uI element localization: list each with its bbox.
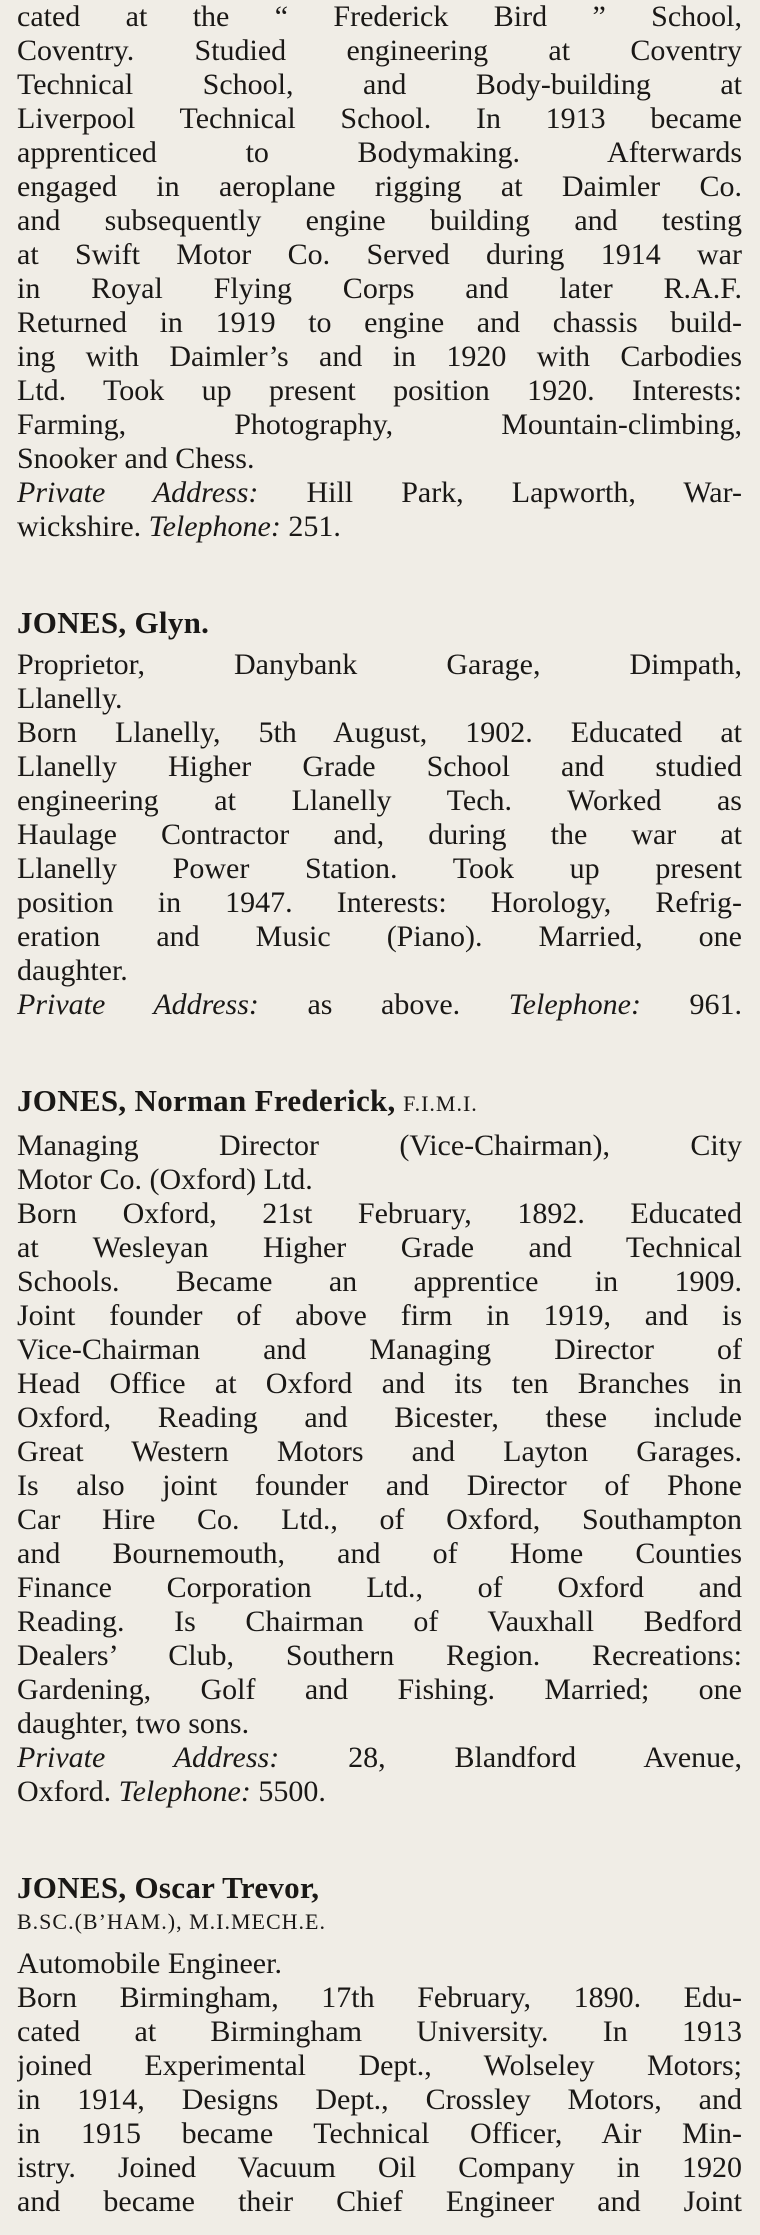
bio-line: Vice-Chairman and Managing Director of — [17, 1333, 742, 1366]
entry-qualifications: F.I.M.I. — [403, 1091, 478, 1116]
address-line-2 — [17, 510, 742, 544]
bio-line: Reading. Is Chairman of Vauxhall Bedford — [17, 1605, 742, 1638]
telephone-label: Telephone: — [118, 1775, 251, 1808]
address-text: wickshire. — [17, 510, 142, 543]
position-line: Llanelly. — [17, 682, 123, 715]
bio-line: Llanelly Higher Grade School and studied — [17, 750, 742, 783]
position-line: Managing Director (Vice-Chairman), City — [17, 1129, 742, 1162]
bio-line: Car Hire Co. Ltd., of Oxford, Southampton — [17, 1503, 742, 1536]
bio-line: daughter, two sons. — [17, 1707, 250, 1740]
position-line: Motor Co. (Oxford) Ltd. — [17, 1163, 313, 1196]
bio-line: engaged in aeroplane rigging at Daimler Co. — [17, 170, 742, 203]
bio-line: in Royal Flying Corps and later R.A.F. — [17, 272, 742, 305]
bio-line: cated at the “ Frederick Bird ” School, — [17, 0, 742, 33]
entry-name-line — [17, 1084, 742, 1121]
bio-line: Ltd. Took up present position 1920. Interests: — [17, 374, 742, 407]
entry-continuation — [17, 0, 742, 544]
telephone-label: Telephone: — [508, 988, 641, 1021]
bio-line: daughter. — [17, 954, 128, 987]
entry-jones-oscar-trevor — [17, 1871, 742, 2219]
bio-line: Great Western Motors and Layton Garages. — [17, 1435, 742, 1468]
entry-qualifications: B.SC.(B’HAM.), M.I.MECH.E. — [17, 1909, 326, 1934]
bio-line: Technical School, and Body-building at — [17, 68, 742, 101]
bio-line: istry. Joined Vacuum Oil Company in 1920 — [17, 2151, 742, 2184]
bio-line: Schools. Became an apprentice in 1909. — [17, 1265, 742, 1298]
bio-line: in 1915 became Technical Officer, Air Min- — [17, 2117, 742, 2150]
address-label: Private Address: — [17, 1741, 280, 1774]
address-label: Private Address: — [17, 988, 259, 1021]
bio-line: position in 1947. Interests: Horology, Refrig- — [17, 886, 742, 919]
address-text: 28, Blandford Avenue, — [348, 1741, 742, 1774]
bio-line: joined Experimental Dept., Wolseley Motors; — [17, 2049, 742, 2082]
bio-line: at Wesleyan Higher Grade and Technical — [17, 1231, 742, 1264]
address-text: Oxford. — [17, 1775, 112, 1808]
address-label: Private Address: — [17, 476, 259, 509]
address-line-2 — [17, 1775, 742, 1809]
entry-name: JONES, Glyn. — [17, 606, 210, 640]
bio-line: engineering at Llanelly Tech. Worked as — [17, 784, 742, 817]
bio-line: Is also joint founder and Director of Phone — [17, 1469, 742, 1502]
bio-line: in 1914, Designs Dept., Crossley Motors, and — [17, 2083, 742, 2116]
bio-line: Gardening, Golf and Fishing. Married; one — [17, 1673, 742, 1706]
bio-line: Snooker and Chess. — [17, 442, 255, 475]
telephone-value: 961. — [689, 988, 742, 1021]
bio-line: Joint founder of above firm in 1919, and is — [17, 1299, 742, 1332]
position-line: Proprietor, Danybank Garage, Dimpath, — [17, 648, 742, 681]
bio-line: Born Oxford, 21st February, 1892. Educated — [17, 1197, 742, 1230]
bio-line: eration and Music (Piano). Married, one — [17, 920, 742, 953]
address-line — [17, 476, 742, 510]
bio-line: Haulage Contractor and, during the war at — [17, 818, 742, 851]
bio-line: Llanelly Power Station. Took up present — [17, 852, 742, 885]
entry-name: JONES, Norman Frederick, — [17, 1084, 396, 1118]
bio-line: Born Birmingham, 17th February, 1890. Edu- — [17, 1981, 742, 2014]
bio-line: at Swift Motor Co. Served during 1914 war — [17, 238, 742, 271]
telephone-value: 5500. — [258, 1775, 326, 1808]
telephone-label: Telephone: — [148, 510, 281, 543]
bio-line: Dealers’ Club, Southern Region. Recreations: — [17, 1639, 742, 1672]
entry-jones-glyn — [17, 606, 742, 1022]
bio-line: apprenticed to Bodymaking. Afterwards — [17, 136, 742, 169]
address-text: Hill Park, Lapworth, War- — [306, 476, 742, 509]
bio-line: and became their Chief Engineer and Joint — [17, 2185, 742, 2218]
bio-line: ing with Daimler’s and in 1920 with Carbodies — [17, 340, 742, 373]
entry-jones-norman-frederick — [17, 1084, 742, 1809]
entry-name: JONES, Oscar Trevor, — [17, 1871, 320, 1905]
address-line — [17, 1741, 742, 1775]
position-line: Automobile Engineer. — [17, 1947, 282, 1980]
bio-line: Liverpool Technical School. In 1913 became — [17, 102, 742, 135]
bio-line: cated at Birmingham University. In 1913 — [17, 2015, 742, 2048]
address-line — [17, 988, 742, 1022]
bio-line: Finance Corporation Ltd., of Oxford and — [17, 1571, 742, 1604]
bio-line: Returned in 1919 to engine and chassis build- — [17, 306, 742, 339]
bio-line: Head Office at Oxford and its ten Branches in — [17, 1367, 742, 1400]
bio-line: Coventry. Studied engineering at Coventry — [17, 34, 742, 67]
telephone-value: 251. — [288, 510, 341, 543]
bio-line: and Bournemouth, and of Home Counties — [17, 1537, 742, 1570]
address-text: as above. — [307, 988, 461, 1021]
bio-line: Farming, Photography, Mountain-climbing, — [17, 408, 742, 441]
bio-line: and subsequently engine building and testing — [17, 204, 742, 237]
bio-line: Born Llanelly, 5th August, 1902. Educated at — [17, 716, 742, 749]
bio-line: Oxford, Reading and Bicester, these include — [17, 1401, 742, 1434]
